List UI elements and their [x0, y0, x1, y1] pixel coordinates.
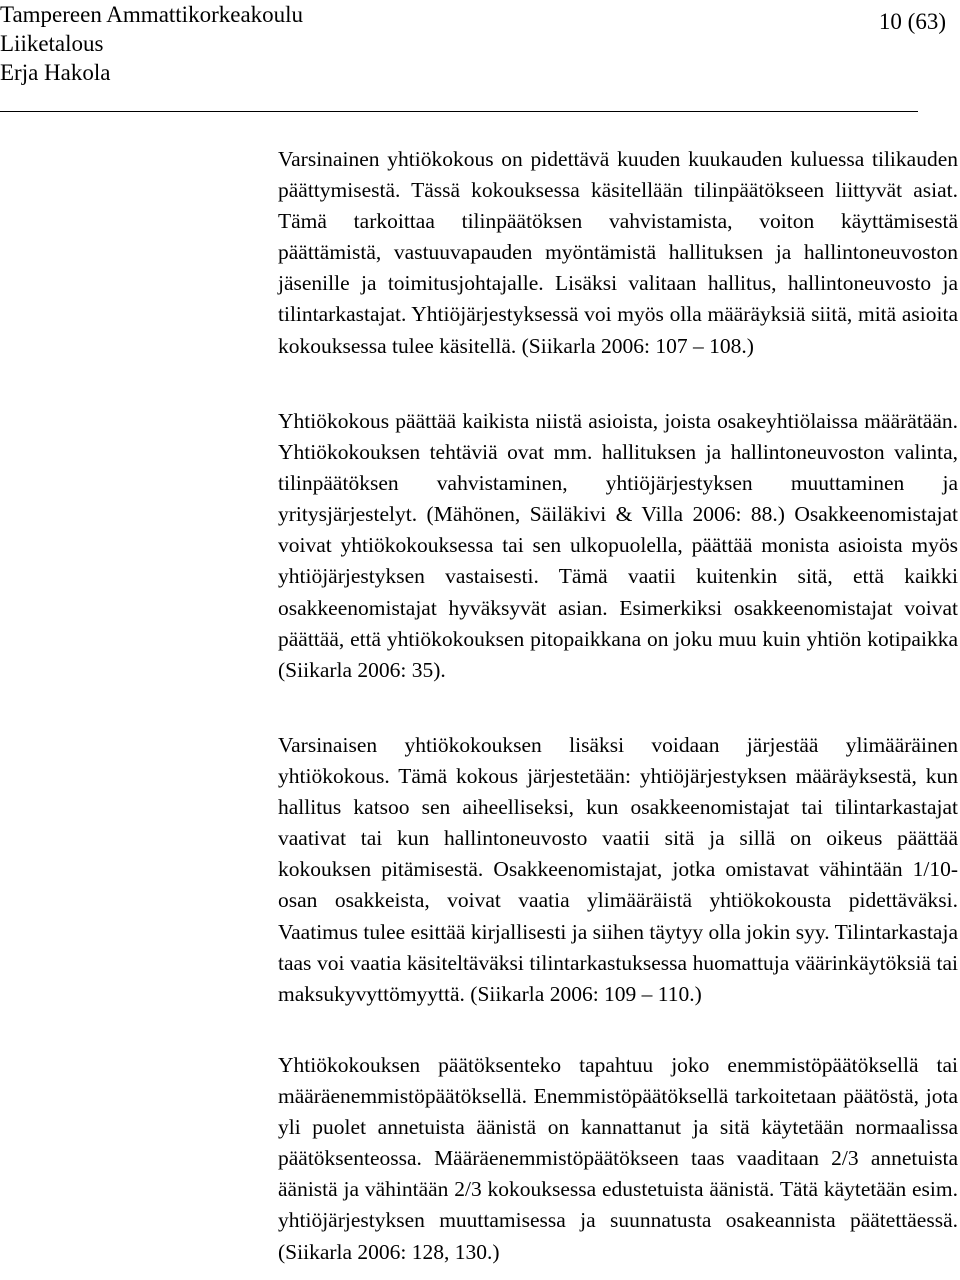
paragraph-text: Varsinaisen yhtiökokouksen lisäksi voidaan järjestää ylimääräinen yhtiökokous. Tämä kokous järjestetään: yhtiöjärjestyksen määräyksestä, kun hallitus katsoo sen aiheelliseksi, kun osakkeenomistajat tai tilintarkastajat vaativat tai kun hallintoneuvosto vaatii sitä ja sillä on oikeus päättää kokouksen pitämisestä. Osakkeenomistajat, jotka omistavat vähintään 1/10-osan osakkeista, voivat vaatia ylimääräistä yhtiökokousta pidettäväksi. Vaatimus tulee esittää kirjallisesti ja siihen täytyy olla jokin syy. Tilintarkastaja taas voi vaatia käsiteltäväksi tilintarkastuksessa huomattuja väärinkäytöksiä tai maksukyvyttömyyttä. (Siikarla 2006: 109 – 110.)	[278, 733, 958, 1006]
page-number: 10 (63)	[878, 9, 946, 34]
paragraph-3	[278, 730, 958, 1010]
header-author: Erja Hakola	[0, 60, 111, 85]
paragraph-1	[278, 144, 958, 362]
header-institution: Tampereen Ammattikorkeakoulu	[0, 2, 304, 27]
paragraph-text: Varsinainen yhtiökokous on pidettävä kuuden kuukauden kuluessa tilikauden päättymisestä. Tässä kokouksessa käsitellään tilinpäätökseen liittyvät asiat. Tämä tarkoittaa tilinpäätöksen vahvistamista, voiton käyttämisestä päättämistä, vastuuvapauden myöntämistä hallituksen ja hallintoneuvoston jäsenille ja toimitusjohtajalle. Lisäksi valitaan hallitus, hallintoneuvosto ja tilintarkastajat. Yhtiöjärjestyksessä voi myös olla määräyksiä siitä, mitä asioita kokouksessa tulee käsitellä. (Siikarla 2006: 107 – 108.)	[278, 147, 958, 358]
paragraph-4	[278, 1050, 958, 1268]
header-department: Liiketalous	[0, 31, 104, 56]
paragraph-text: Yhtiökokous päättää kaikista niistä asioista, joista osakeyhtiölaissa määrätään. Yhtiökokouksen tehtäviä ovat mm. hallituksen ja hallintoneuvoston valinta, tilinpäätöksen vahvistaminen, yhtiöjärjestyksen muuttaminen ja yritysjärjestelyt. (Mähönen, Säiläkivi & Villa 2006: 88.) Osakkeenomistajat voivat yhtiökokouksessa tai sen ulkopuolella, päättää monista asioista myös yhtiöjärjestyksen vastaisesti. Tämä vaatii kuitenkin sitä, että kaikki osakkeenomistajat hyväksyvät asian. Esimerkiksi osakkeenomistajat voivat päättää, että yhtiökokouksen pitopaikkana on joku muu kuin yhtiön kotipaikka (Siikarla 2006: 35).	[278, 409, 958, 682]
paragraph-text: Yhtiökokouksen päätöksenteko tapahtuu joko enemmistöpäätöksellä tai määräenemmistöpäätöksellä. Enemmistöpäätöksellä tarkoitetaan päätöstä, jota yli puolet annetuista äänistä on kannattanut ja sitä käytetään normaalissa päätöksenteossa. Määräenemmistöpäätökseen taas vaaditaan 2/3 annetuista äänistä ja vähintään 2/3 kokouksessa edustetuista äänistä. Tätä käytetään esim. yhtiöjärjestyksen muuttamisessa ja suunnatusta osakeannista päätettäessä. (Siikarla 2006: 128, 130.)	[278, 1053, 958, 1264]
header-divider	[0, 111, 918, 112]
paragraph-2	[278, 406, 958, 686]
